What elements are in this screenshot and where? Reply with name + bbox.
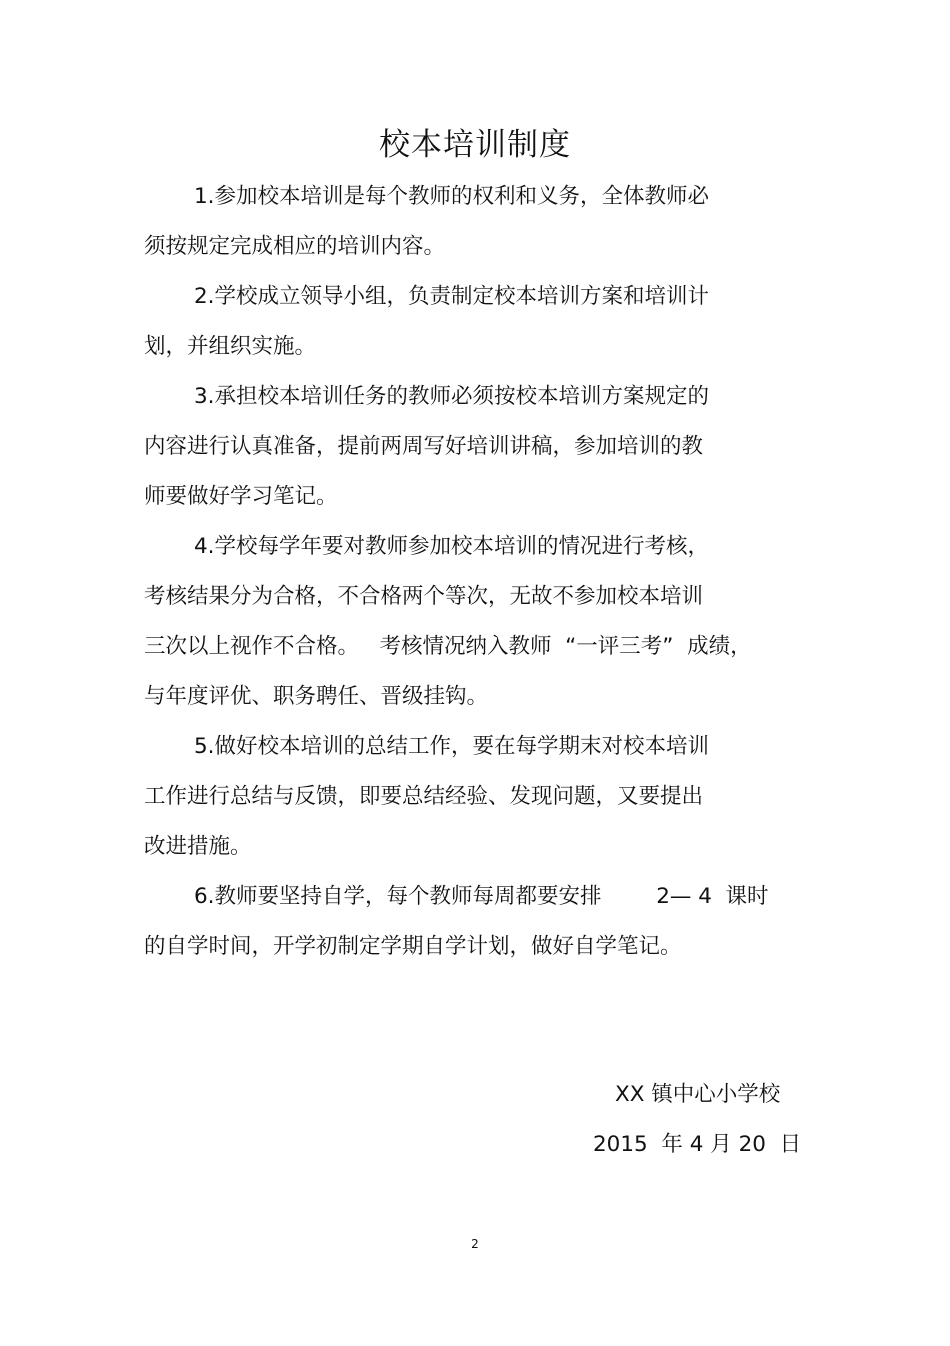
page-number: 2 (471, 1237, 479, 1251)
paragraph-5-line-1: 5.做好校本培训的总结工作，要在每学期末对校本培训 (194, 734, 710, 759)
paragraph-5-line-3: 改进措施。 (144, 834, 252, 859)
paragraph-1-line-1: 1.参加校本培训是每个教师的权利和义务，全体教师必 (194, 184, 710, 209)
paragraph-3-line-3: 师要做好学习笔记。 (144, 484, 338, 509)
document-title: 校本培训制度 (379, 127, 571, 163)
paragraph-4-line-1: 4.学校每学年要对教师参加校本培训的情况进行考核， (194, 534, 710, 559)
paragraph-2-line-2: 划，并组织实施。 (144, 334, 317, 359)
paragraph-2-line-1: 2.学校成立领导小组，负责制定校本培训方案和培训计 (194, 284, 710, 309)
signature-school: XX 镇中心小学校 (615, 1082, 781, 1107)
paragraph-4-line-2: 考核结果分为合格，不合格两个等次，无故不参加校本培训 (144, 584, 704, 609)
paragraph-6-line-1: 6.教师要坚持自学，每个教师每周都要安排 2— 4 课时 (194, 884, 769, 909)
paragraph-6-line-2: 的自学时间，开学初制定学期自学计划，做好自学笔记。 (144, 934, 682, 959)
paragraph-3-line-1: 3.承担校本培训任务的教师必须按校本培训方案规定的 (194, 384, 710, 409)
paragraph-4-line-3: 三次以上视作不合格。 考核情况纳入教师 “一评三考” 成绩， (144, 634, 752, 659)
signature-date: 2015 年 4 月 20 日 (593, 1132, 802, 1157)
paragraph-5-line-2: 工作进行总结与反馈，即要总结经验、发现问题，又要提出 (144, 784, 704, 809)
paragraph-1-line-2: 须按规定完成相应的培训内容。 (144, 234, 446, 259)
paragraph-3-line-2: 内容进行认真准备，提前两周写好培训讲稿，参加培训的教 (144, 434, 704, 459)
paragraph-4-line-4: 与年度评优、职务聘任、晋级挂钩。 (144, 684, 489, 709)
